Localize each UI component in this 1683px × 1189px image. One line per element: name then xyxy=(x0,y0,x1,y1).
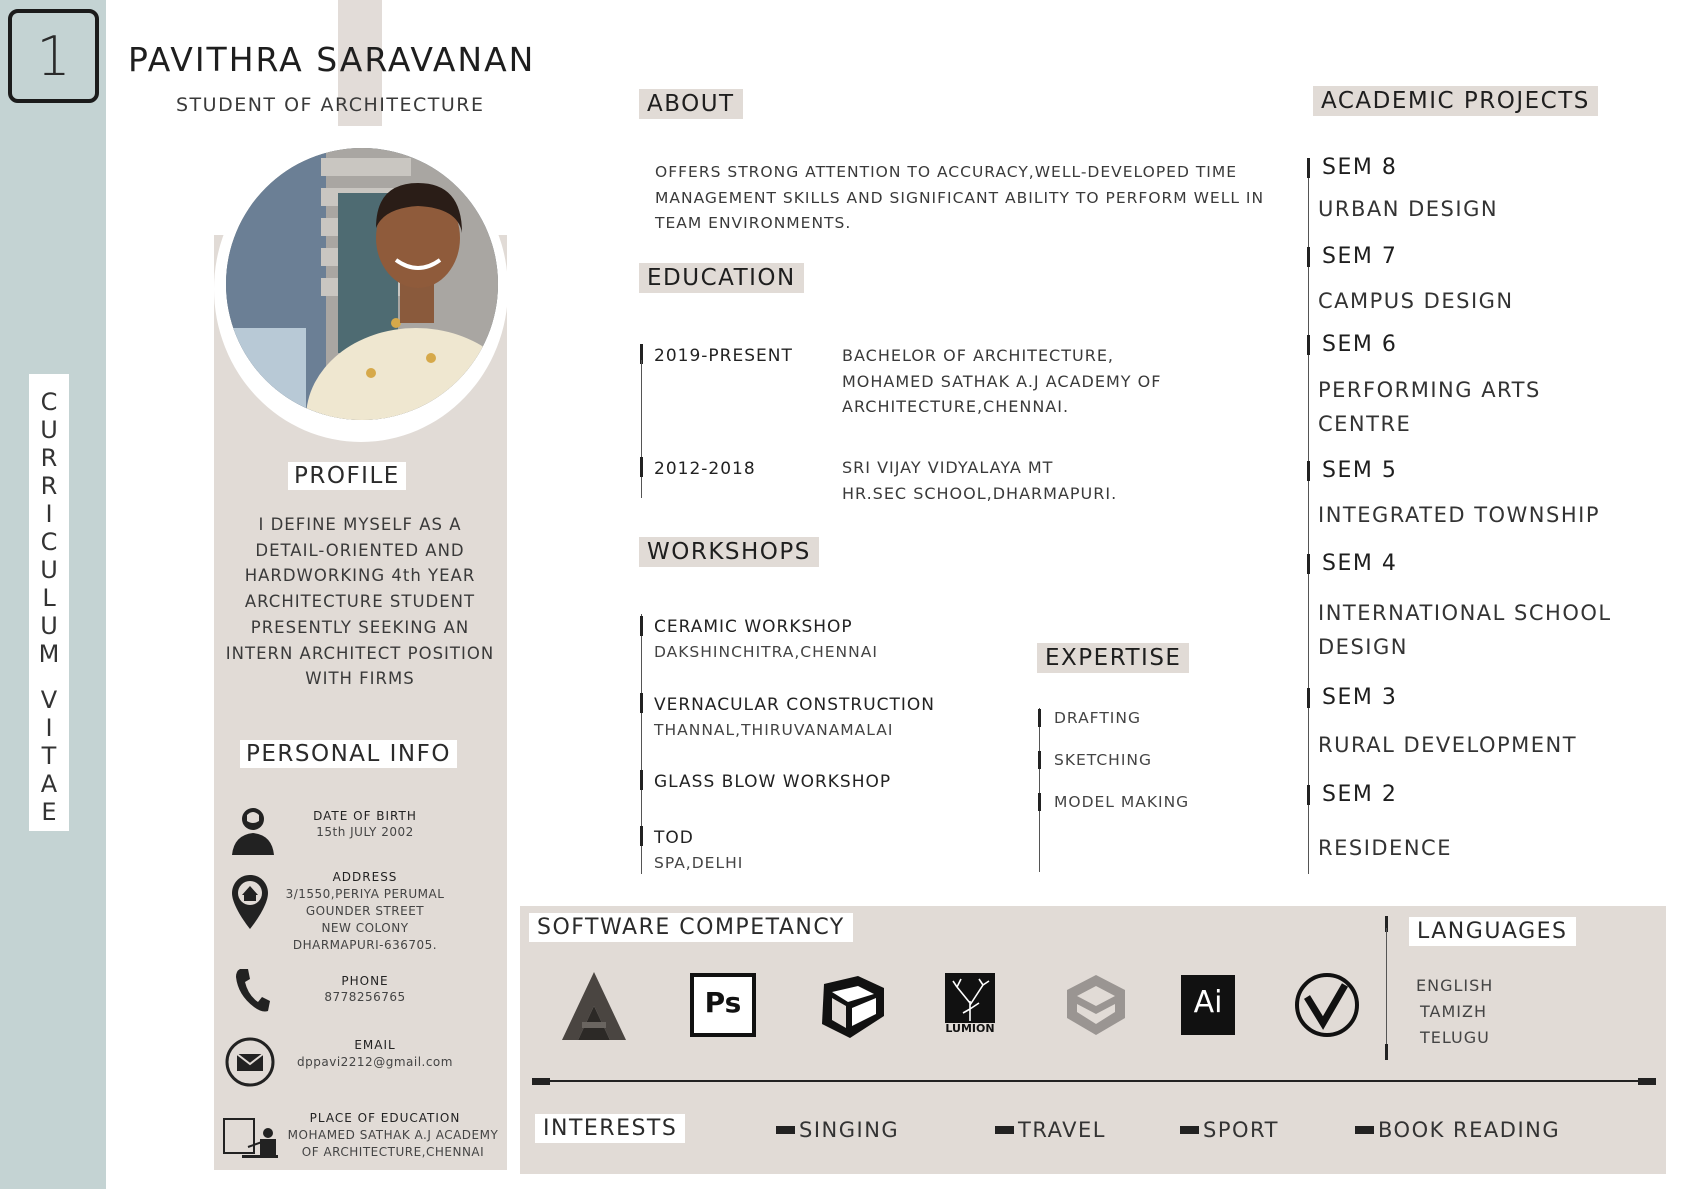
interest-label: BOOK READING xyxy=(1378,1118,1561,1142)
workshop-marker xyxy=(640,616,643,636)
side-letter: A xyxy=(40,770,58,798)
expertise-marker xyxy=(1038,793,1041,811)
phone-label: PHONE xyxy=(341,974,389,988)
education-place-line: OF ARCHITECTURE,CHENNAI xyxy=(301,1145,485,1159)
email-label: EMAIL xyxy=(354,1038,396,1052)
about-text: OFFERS STRONG ATTENTION TO ACCURACY,WELL-DEVELOPED TIME MANAGEMENT SKILLS AND SIGNIFICANT ABILITY TO PERFORM WELL IN TEAM ENVIRONMENTS. xyxy=(655,163,1265,232)
project-name: RURAL DEVELOPMENT xyxy=(1318,733,1578,757)
languages-heading: LANGUAGES xyxy=(1409,917,1576,946)
vray-icon xyxy=(1293,971,1361,1039)
page-number: 1 xyxy=(8,9,99,103)
portrait-illustration xyxy=(226,148,498,420)
expertise-item: DRAFTING xyxy=(1054,709,1141,727)
dob-value: 15th JULY 2002 xyxy=(316,825,414,839)
sem-marker xyxy=(1307,461,1310,481)
sem-marker xyxy=(1307,688,1310,708)
sem-label: SEM 3 xyxy=(1322,685,1398,710)
interest-label: TRAVEL xyxy=(1018,1118,1106,1142)
education-heading: EDUCATION xyxy=(639,263,804,293)
education-timeline xyxy=(641,360,642,498)
expertise-marker xyxy=(1038,751,1041,769)
language-item: ENGLISH xyxy=(1416,976,1494,995)
divider-cap xyxy=(532,1078,550,1085)
personal-info-heading: PERSONAL INFO xyxy=(240,740,457,768)
interest-label: SINGING xyxy=(799,1118,900,1142)
sem-marker xyxy=(1307,335,1310,355)
interest-bullet xyxy=(1180,1126,1199,1134)
project-name: URBAN DESIGN xyxy=(1318,197,1499,221)
sem-marker xyxy=(1307,158,1310,178)
side-letter: R xyxy=(40,472,58,500)
interest-bullet xyxy=(1355,1126,1374,1134)
sem-label: SEM 6 xyxy=(1322,332,1398,357)
interest-bullet xyxy=(776,1126,795,1134)
panel-divider xyxy=(532,1080,1656,1082)
languages-divider xyxy=(1386,928,1387,1056)
sem-label: SEM 5 xyxy=(1322,458,1398,483)
sem-marker xyxy=(1307,554,1310,574)
about-heading: ABOUT xyxy=(639,89,743,119)
sem-label: SEM 7 xyxy=(1322,244,1398,269)
side-letter: T xyxy=(41,742,57,770)
projects-heading: ACADEMIC PROJECTS xyxy=(1313,86,1598,116)
sem-label: SEM 4 xyxy=(1322,551,1398,576)
side-letter: E xyxy=(41,798,57,826)
sem-marker xyxy=(1307,247,1310,267)
expertise-heading: EXPERTISE xyxy=(1037,643,1189,673)
side-letter: I xyxy=(45,714,53,742)
address-label: ADDRESS xyxy=(332,870,398,884)
education-place-value xyxy=(280,1127,506,1161)
languages-marker xyxy=(1385,1044,1388,1060)
side-letter: R xyxy=(40,444,58,472)
workshops-heading: WORKSHOPS xyxy=(639,537,819,567)
workshop-title: CERAMIC WORKSHOP xyxy=(654,617,853,637)
language-item: TELUGU xyxy=(1420,1028,1490,1047)
dob-label: DATE OF BIRTH xyxy=(313,809,417,823)
education-marker xyxy=(640,457,643,477)
photoshop-label: Ps xyxy=(704,986,742,1019)
email-value: dppavi2212@gmail.com xyxy=(297,1055,453,1069)
address-value xyxy=(278,886,452,954)
side-letter: C xyxy=(40,528,58,556)
education-line: BACHELOR OF ARCHITECTURE, xyxy=(842,346,1115,365)
workshop-title: VERNACULAR CONSTRUCTION xyxy=(654,695,936,715)
workshop-marker xyxy=(640,693,643,713)
interest-item xyxy=(1180,1118,1279,1142)
education-line: ARCHITECTURE,CHENNAI. xyxy=(842,397,1070,416)
sem-label: SEM 2 xyxy=(1322,782,1398,807)
person-icon xyxy=(230,805,276,855)
email-icon xyxy=(224,1036,276,1088)
address-line: GOUNDER STREET xyxy=(305,904,425,918)
project-name: INTEGRATED TOWNSHIP xyxy=(1318,503,1600,527)
lumion-label: LUMION xyxy=(945,1022,995,1035)
interest-label: SPORT xyxy=(1203,1118,1279,1142)
interest-item xyxy=(995,1118,1106,1142)
autocad-icon xyxy=(560,970,628,1042)
location-pin-icon xyxy=(230,873,270,931)
profile-photo xyxy=(226,148,498,420)
address-line: NEW COLONY xyxy=(321,921,409,935)
education-line: SRI VIJAY VIDYALAYA MT xyxy=(842,458,1054,477)
workshop-location: THANNAL,THIRUVANAMALAI xyxy=(654,721,894,739)
phone-value: 8778256765 xyxy=(324,990,406,1004)
expertise-item: SKETCHING xyxy=(1054,751,1153,769)
person-name: PAVITHRA SARAVANAN xyxy=(128,40,536,79)
side-letter: C xyxy=(40,388,58,416)
education-line: HR.SEC SCHOOL,DHARMAPURI. xyxy=(842,483,1118,503)
interest-item xyxy=(776,1118,899,1142)
software-heading: SOFTWARE COMPETANCY xyxy=(529,913,853,942)
side-letter: U xyxy=(40,416,58,444)
enscape-icon xyxy=(1063,972,1129,1038)
workshop-title: GLASS BLOW WORKSHOP xyxy=(654,772,892,792)
side-letter: U xyxy=(40,556,58,584)
workshop-marker xyxy=(640,826,643,846)
person-subtitle: STUDENT OF ARCHITECTURE xyxy=(176,94,485,116)
teacher-board-icon xyxy=(222,1117,286,1161)
project-name: INTERNATIONAL SCHOOL DESIGN xyxy=(1318,601,1612,659)
side-letter: V xyxy=(40,686,58,714)
interest-bullet xyxy=(995,1126,1014,1134)
project-name: RESIDENCE xyxy=(1318,836,1452,860)
expertise-item: MODEL MAKING xyxy=(1054,793,1190,811)
illustrator-label: Ai xyxy=(1193,985,1223,1020)
education-place-label: PLACE OF EDUCATION xyxy=(309,1111,461,1125)
workshop-title: TOD xyxy=(654,828,694,848)
education-place-line: MOHAMED SATHAK A.J ACADEMY xyxy=(287,1128,499,1142)
side-letter: I xyxy=(45,500,53,528)
side-letter: M xyxy=(38,640,60,668)
interest-item xyxy=(1355,1118,1560,1142)
expertise-timeline xyxy=(1039,708,1040,872)
education-years: 2019-PRESENT xyxy=(654,346,793,366)
address-line: DHARMAPURI-636705. xyxy=(292,938,438,952)
education-years: 2012-2018 xyxy=(654,459,756,479)
workshop-marker xyxy=(640,770,643,790)
expertise-marker xyxy=(1038,709,1041,727)
phone-icon xyxy=(234,967,270,1013)
education-detail xyxy=(842,343,1262,420)
sketchup-icon xyxy=(818,974,886,1040)
workshop-location: DAKSHINCHITRA,CHENNAI xyxy=(654,643,878,661)
divider-cap xyxy=(1638,1078,1656,1085)
address-line: 3/1550,PERIYA PERUMAL xyxy=(285,887,445,901)
education-line: MOHAMED SATHAK A.J ACADEMY OF xyxy=(842,371,1162,391)
sem-label: SEM 8 xyxy=(1322,155,1398,180)
language-item: TAMIZH xyxy=(1420,1002,1487,1021)
side-letter: L xyxy=(42,584,56,612)
profile-heading: PROFILE xyxy=(288,462,406,490)
profile-text: I DEFINE MYSELF AS A DETAIL-ORIENTED AND HARDWORKING 4th YEAR ARCHITECTURE STUDENT PRESENTLY SEEKING AN INTERN ARCHITECT POSITION WITH FIRMS xyxy=(225,515,495,689)
side-letter: U xyxy=(40,612,58,640)
project-name: PERFORMING ARTS CENTRE xyxy=(1318,378,1541,436)
project-name: CAMPUS DESIGN xyxy=(1318,289,1514,313)
education-detail xyxy=(842,455,1262,506)
sem-marker xyxy=(1307,785,1310,805)
workshop-location: SPA,DELHI xyxy=(654,854,744,872)
side-label xyxy=(29,374,69,831)
interests-heading: INTERESTS xyxy=(535,1114,685,1143)
